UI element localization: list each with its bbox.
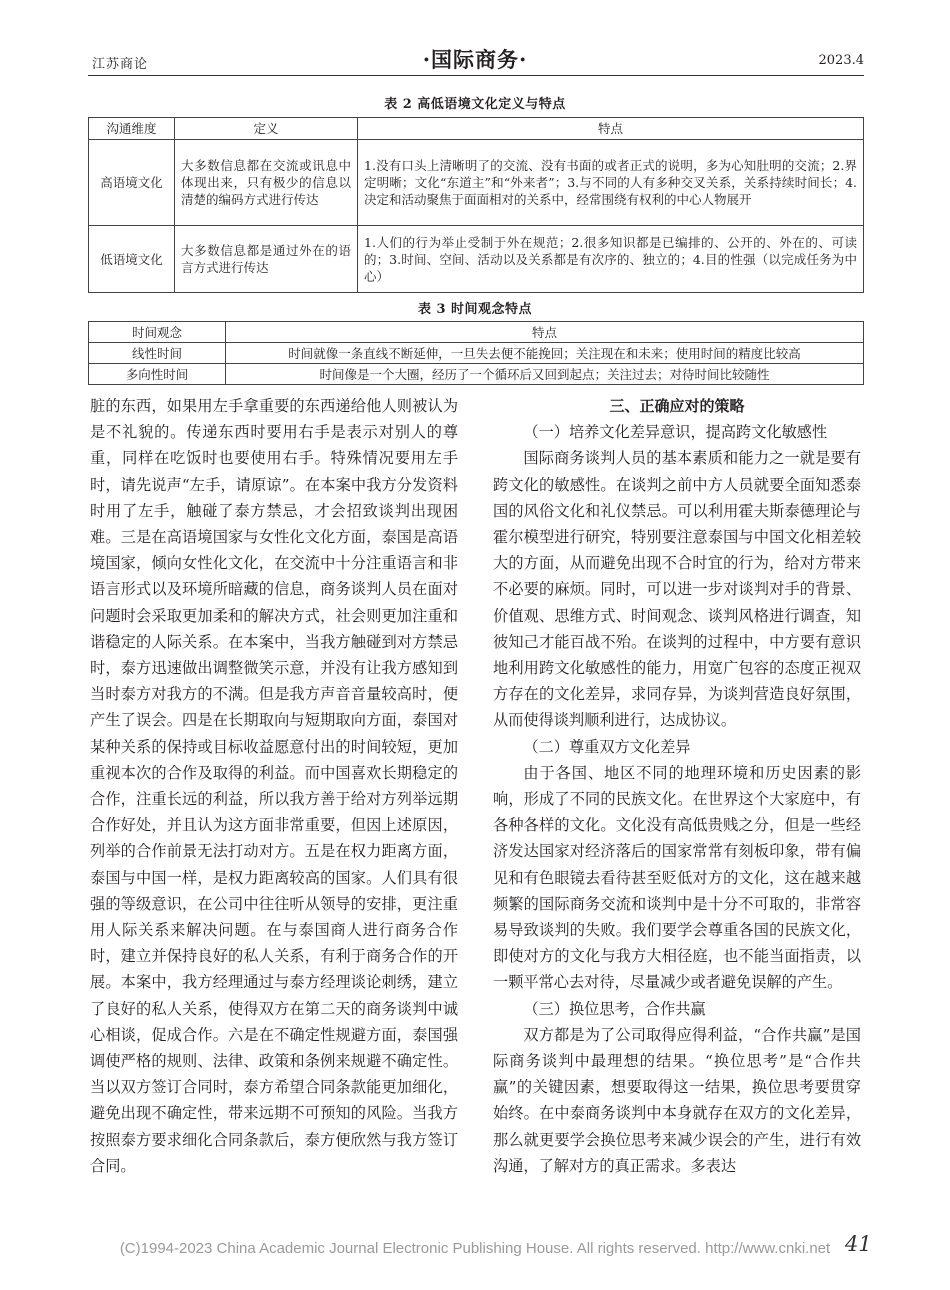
subsection-heading: （二）尊重双方文化差异 xyxy=(523,737,691,756)
table2-cell-definition: 大多数信息都是通过外在的语言方式进行传达 xyxy=(175,226,358,293)
journal-name: 江苏商论 xyxy=(92,57,149,72)
right-column xyxy=(493,393,861,1179)
header-rule xyxy=(88,75,864,76)
table2-cell-dimension: 高语境文化 xyxy=(89,140,175,226)
table2-header-features: 特点 xyxy=(358,118,864,140)
body-paragraph: 国际商务谈判人员的基本素质和能力之一就是要有跨文化的敏感性。在谈判之前中方人员就要全面知悉泰国的风俗文化和礼仪禁忌。可以利用霍夫斯泰德理论与霍尔模型进行研究，特别要注意泰国与中国文化相差较大的方面，从而避免出现不合时宜的行为，给对方带来不必要的麻烦。同时，可以进一步对谈判对手的背景、价值观、思维方式、时间观念、谈判风格进行调查，知彼知己才能百战不殆。在谈判的过程中，中方要有意识地利用跨文化敏感性的能力，用宽广包容的态度正视双方存在的文化差异，求同存异，为谈判营造良好氛围，从而使得谈判顺利进行，达成协议。 xyxy=(493,449,861,730)
table2-cell-definition: 大多数信息都在交流或讯息中体现出来，只有极少的信息以清楚的编码方式进行传达 xyxy=(175,140,358,226)
table3-cell-concept: 多向性时间 xyxy=(89,364,226,385)
table2-header-dimension: 沟通维度 xyxy=(89,118,175,140)
body-paragraph: 双方都是为了公司取得应得利益，“合作共赢”是国际商务谈判中最理想的结果。“换位思考”是“合作共赢”的关键因素，想要取得这一结果，换位思考要贯穿始终。在中泰商务谈判中本身就存在双方的文化差异，那么就更要学会换位思考来减少误会的产生，进行有效沟通，了解对方的真正需求。多表达 xyxy=(493,1025,861,1175)
table2-header-definition: 定义 xyxy=(175,118,358,140)
issue-number: 2023.4 xyxy=(818,53,864,68)
table3-caption: 表 3 时间观念特点 xyxy=(417,302,533,317)
page-number: 41 xyxy=(845,1232,872,1256)
table2-cell-dimension: 低语境文化 xyxy=(89,226,175,293)
copyright-footer: (C)1994-2023 China Academic Journal Electronic Publishing House. All rights reserved. http://www.cnki.net xyxy=(119,1240,831,1257)
table3 xyxy=(88,321,864,385)
body-paragraph: 由于各国、地区不同的地理环境和历史因素的影响，形成了不同的民族文化。在世界这个大家庭中，有各种各样的文化。文化没有高低贵贱之分，但是一些经济发达国家对经济落后的国家常常有刻板印象，带有偏见和有色眼镜去看待甚至贬低对方的文化，这在越来越频繁的国际商务交流和谈判中是十分不可取的，非常容易导致谈判的失败。我们要学会尊重各国的民族文化，即使对方的文化与我方大相径庭，也不能当面指责，以一颗平常心去对待，尽量减少或者避免误解的产生。 xyxy=(493,763,861,992)
table-row xyxy=(89,140,864,226)
body-paragraph: 脏的东西，如果用左手拿重要的东西递给他人则被认为是不礼貌的。传递东西时要用右手是表示对别人的尊重，同样在吃饭时也要使用右手。特殊情况要用左手时，请先说声“左手，请原谅”。在本案中我方分发资料时用了左手，触碰了泰方禁忌，才会招致谈判出现困难。三是在高语境国家与女性化文化方面，泰国是高语境国家，倾向女性化文化，在交流中十分注重语言和非语言形式以及环境所暗藏的信息，商务谈判人员在面对问题时会采取更加柔和的解决方式，社会则更加注重和谐稳定的人际关系。在本案中，当我方触碰到对方禁忌时，泰方迅速做出调整微笑示意，并没有让我方感知到当时泰方对我方的不满。但是我方声音音量较高时，便产生了误会。四是在长期取向与短期取向方面，泰国对某种关系的保持或目标收益愿意付出的时间较短，更加重视本次的合作及取得的利益。而中国喜欢长期稳定的合作，注重长远的利益，所以我方善于给对方列举远期合作好处，并且认为这方面非常重要，但因上述原因，列举的合作前景无法打动对方。五是在权力距离方面，泰国与中国一样，是权力距离较高的国家。人们具有很强的等级意识，在公司中往往听从领导的安排，更注重用人际关系来解决问题。在与泰国商人进行商务合作时，建立并保持良好的私人关系，有利于商务合作的开展。本案中，我方经理通过与泰方经理谈论刺绣，建立了良好的私人关系，使得双方在第二天的商务谈判中诚心相谈，促成合作。六是在不确定性规避方面，泰国强调使严格的规则、法律、政策和条例来规避不确定性。当以双方签订合同时，泰方希望合同条款能更加细化，避免出现不确定性，带来远期不可预知的风险。当我方按照泰方要求细化合同条款后，泰方便欣然与我方签订合同。 xyxy=(90,397,458,1175)
subsection-heading: （一）培养文化差异意识，提高跨文化敏感性 xyxy=(523,423,828,442)
table3-cell-concept: 线性时间 xyxy=(89,343,226,364)
table3-header-features: 特点 xyxy=(226,322,864,343)
table-row xyxy=(89,343,864,364)
table-row xyxy=(89,364,864,385)
section-heading: 三、正确应对的策略 xyxy=(609,397,745,415)
table2 xyxy=(88,117,864,293)
table3-cell-features: 时间就像一条直线不断延伸，一旦失去便不能挽回；关注现在和未来；使用时间的精度比较高 xyxy=(226,343,864,364)
left-column xyxy=(90,393,458,1179)
table2-header-row xyxy=(89,118,864,140)
subsection-heading: （三）换位思考，合作共赢 xyxy=(523,999,706,1018)
section-title: ·国际商务· xyxy=(422,47,528,72)
table2-cell-features: 1.人们的行为举止受制于外在规范；2.很多知识都是已编排的、公开的、外在的、可读的；3.时间、空间、活动以及关系都是有次序的、独立的；4.目的性强（以完成任务为中心） xyxy=(358,226,864,293)
table3-cell-features: 时间像是一个大圈，经历了一个循环后又回到起点；关注过去；对待时间比较随性 xyxy=(226,364,864,385)
table-row xyxy=(89,226,864,293)
table3-header-concept: 时间观念 xyxy=(89,322,226,343)
table3-header-row xyxy=(89,322,864,343)
table2-caption: 表 2 高低语境文化定义与特点 xyxy=(384,97,566,112)
table2-cell-features: 1.没有口头上清晰明了的交流、没有书面的或者正式的说明，多为心知肚明的交流；2.界定明晰；文化“东道主”和“外来者”；3.与不同的人有多种交叉关系，关系持续时间长；4.决定和活动聚焦于面面相对的关系中，经常围绕有权利的中心人物展开 xyxy=(358,140,864,226)
